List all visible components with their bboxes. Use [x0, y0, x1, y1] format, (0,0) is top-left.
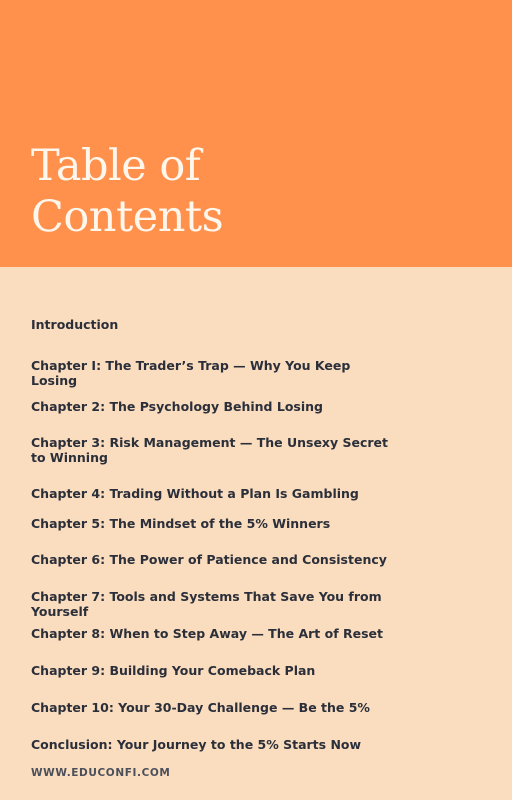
toc-item-chapter-7: Chapter 7: Tools and Systems That Save You from Yourself — [31, 589, 382, 619]
toc-item-introduction: Introduction — [31, 317, 119, 332]
toc-item-chapter-3: Chapter 3: Risk Management — The Unsexy Secret to Winning — [31, 435, 388, 465]
page-title: Table of Contents — [31, 141, 224, 242]
toc-item-chapter-8: Chapter 8: When to Step Away — The Art of Reset — [31, 626, 383, 641]
toc-item-chapter-4: Chapter 4: Trading Without a Plan Is Gambling — [31, 486, 359, 501]
toc-item-chapter-6: Chapter 6: The Power of Patience and Consistency — [31, 552, 387, 567]
toc-item-chapter-9: Chapter 9: Building Your Comeback Plan — [31, 663, 316, 678]
toc-item-chapter-1: Chapter I: The Trader’s Trap — Why You Keep Losing — [31, 358, 351, 388]
toc-item-conclusion: Conclusion: Your Journey to the 5% Starts Now — [31, 737, 362, 752]
toc-item-chapter-2: Chapter 2: The Psychology Behind Losing — [31, 399, 323, 414]
toc-item-chapter-5: Chapter 5: The Mindset of the 5% Winners — [31, 516, 331, 531]
footer-website: WWW.EDUCONFI.COM — [31, 767, 171, 779]
toc-item-chapter-10: Chapter 10: Your 30-Day Challenge — Be the 5% — [31, 700, 370, 715]
header-banner — [0, 0, 512, 267]
